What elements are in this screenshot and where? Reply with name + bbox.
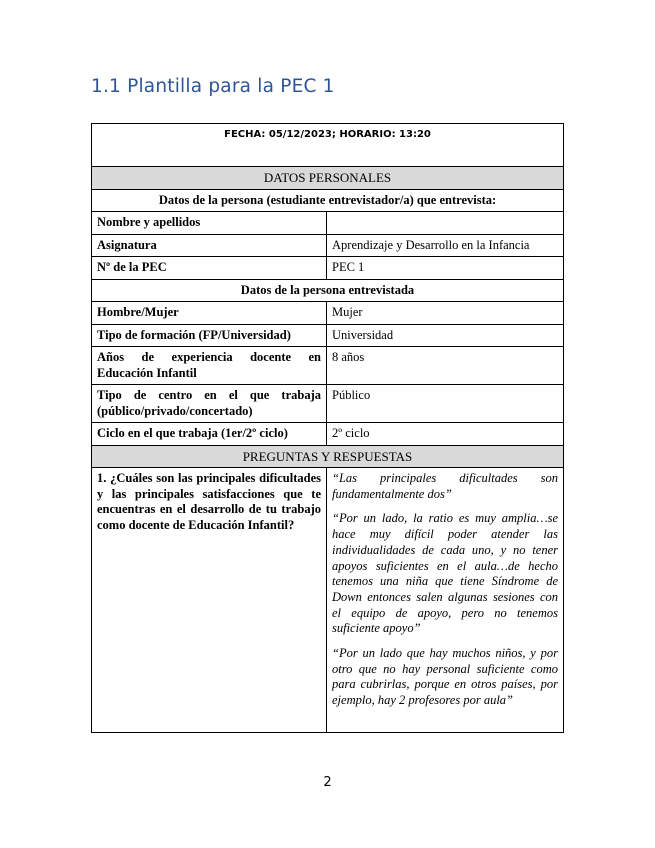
experience-value: 8 años [327, 347, 564, 385]
table-row [92, 324, 564, 347]
training-label: Tipo de formación (FP/Universidad) [92, 324, 327, 347]
subject-value: Aprendizaje y Desarrollo en la Infancia [327, 234, 564, 257]
date-time-cell: FECHA: 05/12/2023; HORARIO: 13:20 [92, 124, 564, 167]
answer-paragraph: “Por un lado, la ratio es muy amplia…se hace muy difícil poder atender las individualidades de cada uno, y no tener apoyos suficientes en el aula…de hecho tenemos una niña que tiene Síndrome de Down entonces salen algunas sesiones con el equipo de apoyo, pero no tenemos suficiente apoyo” [332, 511, 558, 636]
answer-paragraph: “Por un lado que hay muchos niños, y por otro que no hay personal suficiente como para cubrirlas, porque en otros países, por ejemplo, hay 2 profesores por aula” [332, 646, 558, 708]
question-1: 1. ¿Cuáles son las principales dificultades y las principales satisfacciones que te encuentras en el desarrollo de tu trabajo como docente de Educación Infantil? [92, 468, 327, 733]
pec-number-value: PEC 1 [327, 257, 564, 280]
gender-value: Mujer [327, 302, 564, 325]
cycle-value: 2º ciclo [327, 423, 564, 446]
questions-header: PREGUNTAS Y RESPUESTAS [92, 445, 564, 468]
cycle-label: Ciclo en el que trabaja (1er/2º ciclo) [92, 423, 327, 446]
answer-paragraph: “Las principales dificultades son fundamentalmente dos” [332, 471, 558, 501]
questions-header-row [92, 445, 564, 468]
table-row [92, 302, 564, 325]
section-heading: 1.1 Plantilla para la PEC 1 [91, 76, 335, 97]
page-number: 2 [323, 775, 332, 790]
date-row [92, 124, 564, 167]
table-row [92, 385, 564, 423]
subject-label: Asignatura [92, 234, 327, 257]
name-value [327, 212, 564, 235]
answer-1 [327, 468, 564, 733]
table-row [92, 257, 564, 280]
table-row [92, 234, 564, 257]
pec-number-label: Nº de la PEC [92, 257, 327, 280]
training-value: Universidad [327, 324, 564, 347]
school-type-label: Tipo de centro en el que trabaja (público/privado/concertado) [92, 385, 327, 423]
experience-label: Años de experiencia docente en Educación Infantil [92, 347, 327, 385]
school-type-value: Público [327, 385, 564, 423]
table-row [92, 212, 564, 235]
personal-data-header: DATOS PERSONALES [92, 167, 564, 190]
interviewer-section-title: Datos de la persona (estudiante entrevistador/a) que entrevista: [92, 189, 564, 212]
table-row [92, 423, 564, 446]
pec-form-table [91, 123, 564, 733]
personal-data-header-row [92, 167, 564, 190]
table-row [92, 347, 564, 385]
name-label: Nombre y apellidos [92, 212, 327, 235]
gender-label: Hombre/Mujer [92, 302, 327, 325]
interviewee-section-title: Datos de la persona entrevistada [92, 279, 564, 302]
qa-row [92, 468, 564, 733]
